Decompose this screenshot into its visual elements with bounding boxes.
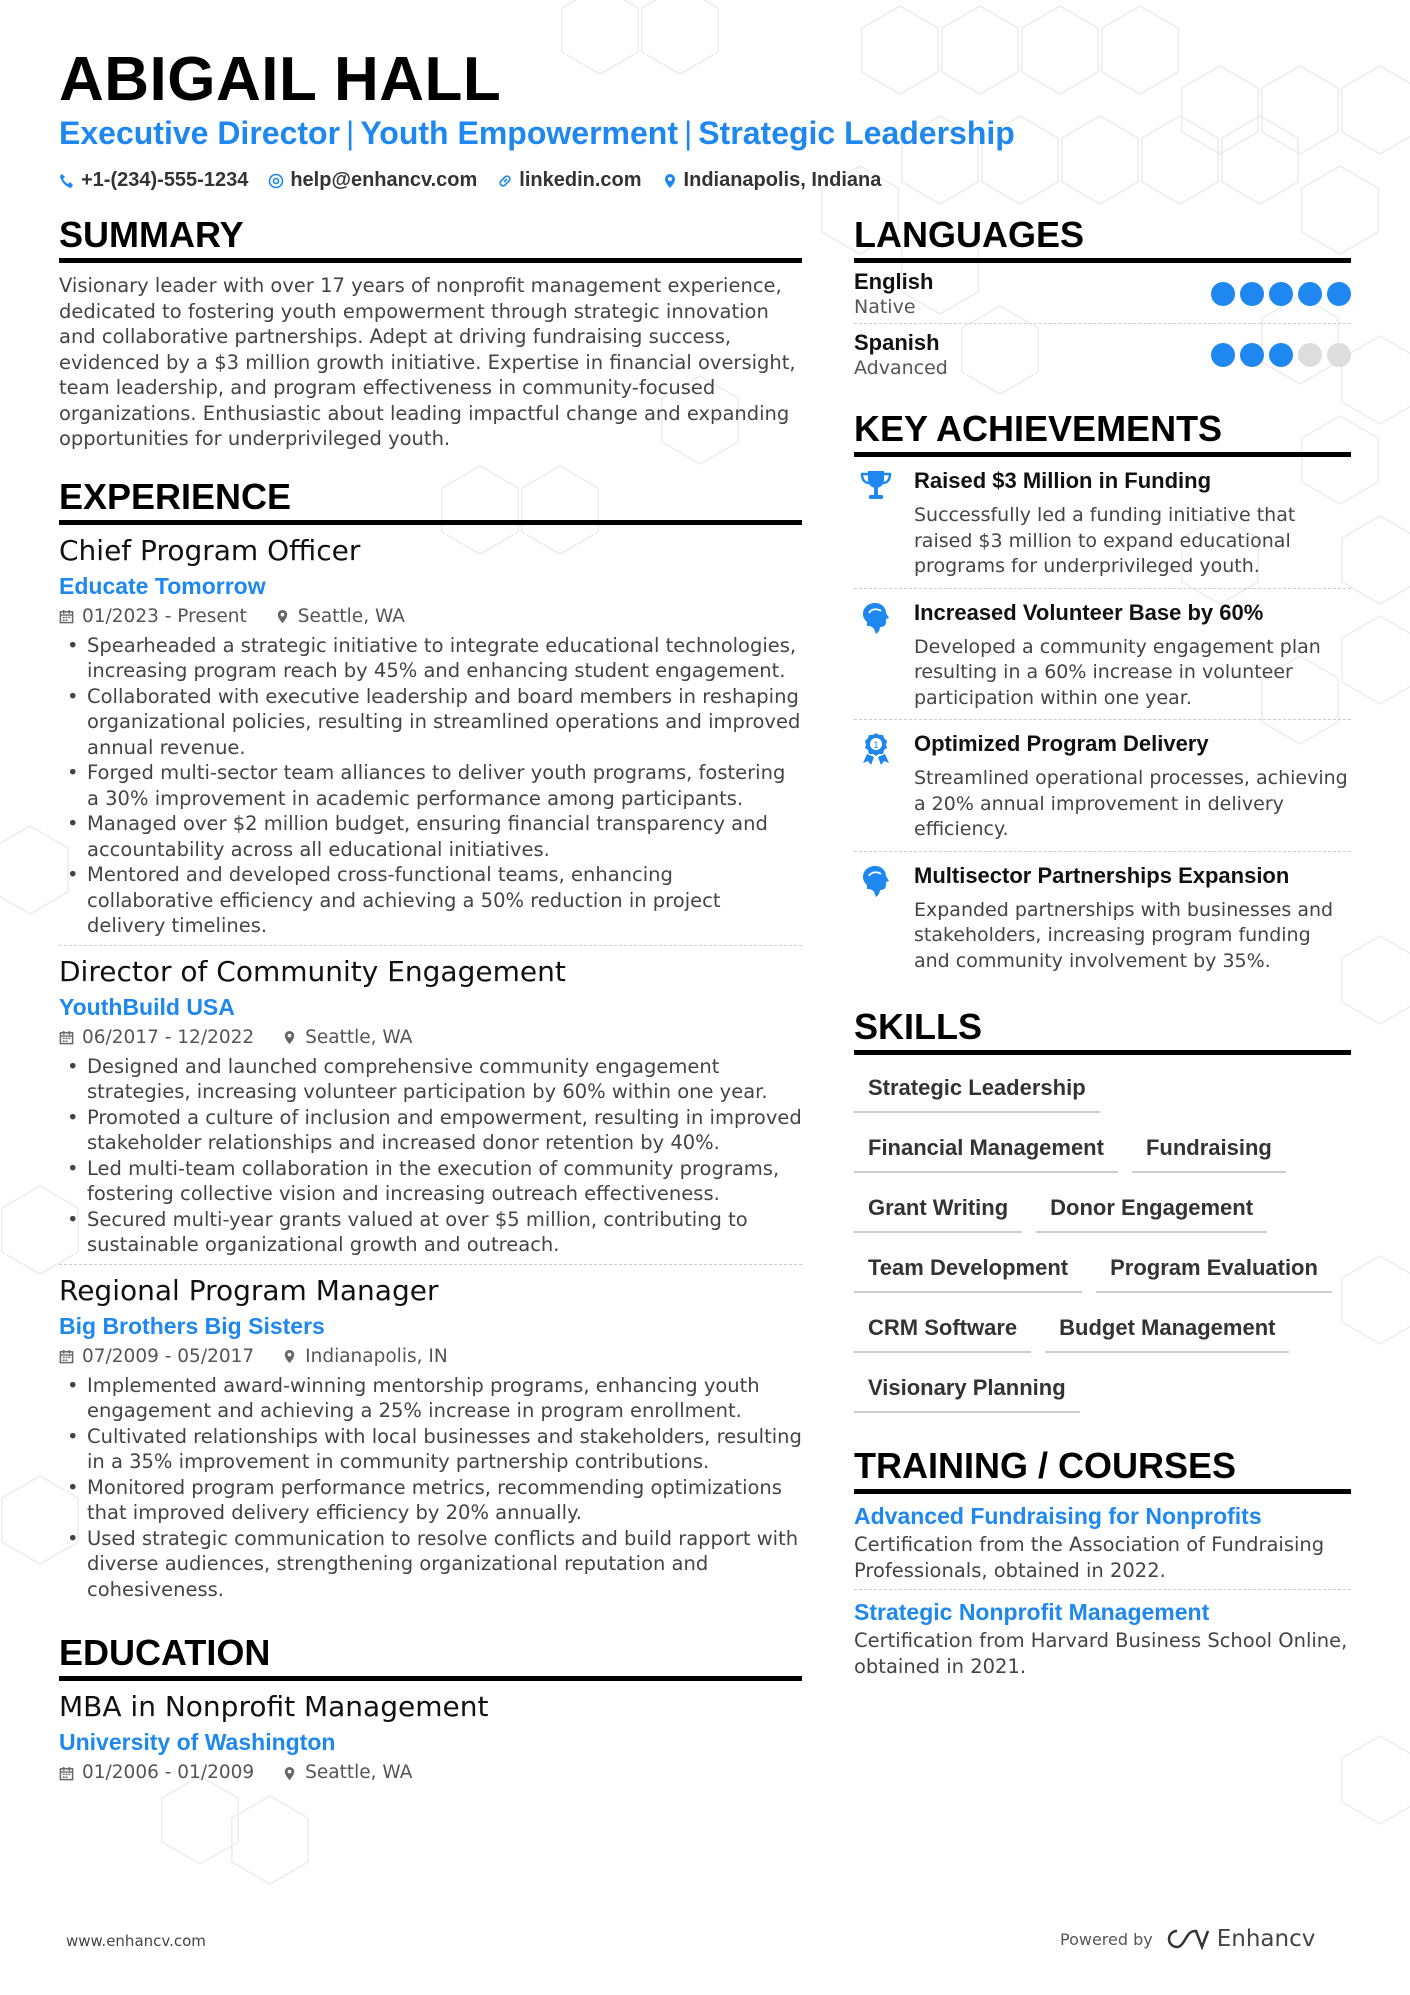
contact-link[interactable] (497, 169, 641, 192)
rating-dot-filled (1298, 282, 1322, 306)
section-heading: SKILLS (854, 1006, 1351, 1055)
hexagon-shape (1342, 616, 1410, 704)
achievement-content (914, 599, 1351, 712)
language-name: English (854, 269, 934, 294)
training-section (854, 1445, 1351, 1685)
achievement-content (914, 467, 1351, 580)
contact-location (662, 169, 882, 192)
bullet-item: • Promoted a culture of inclusion and empowerment, resulting in improved stakeholder relationships and increased donor retention by 40%. (59, 1105, 802, 1156)
company-name[interactable]: Big Brothers Big Sisters (59, 1312, 325, 1339)
skill-tag: Financial Management (854, 1121, 1118, 1173)
title-separator: | (346, 115, 355, 151)
bullet-item: • Used strategic communication to resolve conflicts and build rapport with diverse audiences, strengthening organizational reputation and cohesiveness. (59, 1526, 802, 1603)
contact-email[interactable] (268, 169, 477, 192)
education-entry (59, 1681, 802, 1793)
achievement-title: Increased Volunteer Base by 60% (914, 599, 1264, 625)
location-pin-icon (275, 609, 290, 624)
hexagon-shape (1182, 66, 1258, 154)
section-heading: LANGUAGES (854, 214, 1351, 263)
dates-text: 06/2017 - 12/2022 (82, 1026, 255, 1048)
location-text: Seattle, WA (297, 605, 405, 627)
skill-tag: Budget Management (1045, 1301, 1289, 1353)
entry-location (282, 1024, 412, 1052)
company-name[interactable]: YouthBuild USA (59, 993, 235, 1020)
course-title[interactable]: Advanced Fundraising for Nonprofits (854, 1503, 1262, 1529)
location-text: Indianapolis, IN (305, 1345, 448, 1367)
candidate-name: ABIGAIL HALL (59, 45, 502, 114)
title-part: Strategic Leadership (698, 115, 1015, 151)
language-rating (1211, 282, 1351, 306)
language-level: Advanced (854, 357, 948, 379)
link-icon (497, 173, 513, 189)
entry-meta (59, 1759, 802, 1787)
right-column (854, 214, 1351, 1709)
achievements-list (854, 457, 1351, 982)
experience-entry (59, 1265, 802, 1609)
dates-text: 01/2006 - 01/2009 (82, 1762, 255, 1783)
bullet-item: • Forged multi-sector team alliances to deliver youth programs, fostering a 30% improvement in academic performance among participants. (59, 760, 802, 811)
head-icon (854, 599, 914, 712)
experience-section (59, 476, 802, 1609)
skills-section (854, 1006, 1351, 1421)
bullet-item: • Implemented award-winning mentorship programs, enhancing youth engagement and achieving a 25% increase in program enrollment. (59, 1373, 802, 1424)
phone-text: +1-(234)-555-1234 (81, 169, 249, 191)
course-description: Certification from Harvard Business School Online, obtained in 2021. (854, 1629, 1348, 1678)
hexagon-shape (1342, 516, 1410, 604)
skill-tag: Visionary Planning (854, 1361, 1080, 1413)
rating-dot-empty (1327, 343, 1351, 367)
course-item (854, 1494, 1351, 1590)
skills-list (854, 1061, 1351, 1421)
bullet-item: • Led multi-team collaboration in the execution of community programs, fostering collective vision and increasing outreach effectiveness. (59, 1156, 802, 1207)
dates-text: 01/2023 - Present (82, 605, 247, 627)
enhancv-logo[interactable] (1165, 1926, 1316, 1952)
achievement-item (854, 852, 1351, 983)
head-icon (854, 862, 914, 975)
rating-dot-filled (1327, 282, 1351, 306)
section-heading: SUMMARY (59, 214, 802, 263)
at-icon (268, 173, 284, 189)
section-heading: TRAINING / COURSES (854, 1445, 1351, 1494)
trophy-icon (854, 467, 914, 580)
experience-entry (59, 525, 802, 946)
language-text (854, 330, 948, 380)
languages-section (854, 214, 1351, 384)
hexagon-shape (1142, 116, 1218, 204)
location-pin-icon (282, 1766, 297, 1781)
powered-by-label: Powered by (1060, 1929, 1153, 1949)
course-description: Certification from the Association of Fundraising Professionals, obtained in 2022. (854, 1533, 1325, 1582)
brand-name: Enhancv (1216, 1926, 1316, 1952)
course-item (854, 1590, 1351, 1685)
email-text: help@enhancv.com (290, 169, 478, 191)
hexagon-shape (1342, 336, 1410, 424)
achievement-item (854, 457, 1351, 589)
bullet-item: • Mentored and developed cross-functional teams, enhancing collaborative efficiency and achieving a 50% reduction in project delivery timelines. (59, 862, 802, 939)
hexagon-shape (1342, 1256, 1410, 1344)
location-text: Seattle, WA (305, 1762, 413, 1783)
skill-tag: Program Evaluation (1096, 1241, 1332, 1293)
skill-tag: Team Development (854, 1241, 1082, 1293)
location-pin-icon (282, 1030, 297, 1045)
entry-location (275, 603, 405, 631)
language-rating (1211, 343, 1351, 367)
left-column (59, 214, 802, 1817)
bullet-list (59, 1054, 802, 1258)
experience-list (59, 525, 802, 1609)
entry-meta (59, 1024, 802, 1052)
contact-info (59, 169, 881, 192)
phone-icon (59, 173, 75, 189)
location-pin-icon (662, 173, 678, 189)
school-name[interactable]: University of Washington (59, 1729, 336, 1755)
skill-tag: Grant Writing (854, 1181, 1022, 1233)
language-text (854, 269, 933, 319)
language-item (854, 263, 1351, 324)
bullet-item: • Collaborated with executive leadership and board members in reshaping organizational policies, resulting in streamlined operations and improved annual revenue. (59, 684, 802, 761)
achievement-description: Streamlined operational processes, achieving a 20% annual improvement in delivery efficiency. (914, 767, 1348, 840)
svg-text:1: 1 (873, 741, 879, 751)
hexagon-shape (942, 6, 1018, 94)
entry-location (282, 1343, 448, 1371)
hexagon-shape (1062, 116, 1138, 204)
section-heading: KEY ACHIEVEMENTS (854, 408, 1351, 457)
language-name: Spanish (854, 330, 940, 355)
summary-text: Visionary leader with over 17 years of nonprofit management experience, dedicated to fostering youth empowerment through strategic innovation and collaborative partnerships. Adept at driving fundraising success, evidenced by a $3 million growth initiative. Expertise in financial oversight, team leadership, and program effectiveness in community-focused organizations. Enthusiastic about leading impactful change and expanding opportunities for underprivileged youth. (59, 274, 796, 450)
calendar-icon (59, 1766, 74, 1781)
title-part: Youth Empowerment (360, 115, 678, 151)
experience-entry (59, 946, 802, 1265)
contact-phone[interactable] (59, 169, 248, 192)
achievement-content (914, 862, 1351, 975)
bullet-list (59, 1373, 802, 1603)
hexagon-shape (1342, 1736, 1410, 1824)
achievement-title: Multisector Partnerships Expansion (914, 862, 1290, 888)
languages-list (854, 263, 1351, 384)
language-item (854, 324, 1351, 384)
skill-tag: Strategic Leadership (854, 1061, 1100, 1113)
dates-text: 07/2009 - 05/2017 (82, 1345, 255, 1367)
hexagon-shape (1102, 6, 1178, 94)
calendar-icon (59, 1349, 74, 1364)
rating-dot-filled (1240, 282, 1264, 306)
location-text: Indianapolis, Indiana (683, 169, 882, 191)
job-title: Chief Program Officer (59, 533, 361, 567)
achievement-description: Expanded partnerships with businesses and stakeholders, increasing program funding and community involvement by 35%. (914, 898, 1334, 972)
course-title[interactable]: Strategic Nonprofit Management (854, 1599, 1210, 1625)
bullet-list (59, 633, 802, 939)
location-text: Seattle, WA (305, 1026, 413, 1048)
hexagon-shape (1342, 936, 1410, 1024)
skill-tag: Fundraising (1132, 1121, 1286, 1173)
hexagon-shape (642, 0, 718, 74)
hexagon-shape (562, 0, 638, 74)
section-heading: EDUCATION (59, 1632, 802, 1681)
footer-url[interactable]: www.enhancv.com (66, 1932, 206, 1950)
education-section (59, 1632, 802, 1793)
achievement-item (854, 589, 1351, 721)
hexagon-shape (1342, 66, 1410, 154)
achievement-title: Raised $3 Million in Funding (914, 468, 1212, 493)
bullet-item: • Monitored program performance metrics, recommending optimizations that improved delivery efficiency by 20% annually. (59, 1475, 802, 1526)
entry-dates (59, 1024, 254, 1052)
courses-list (854, 1494, 1351, 1685)
entry-dates (59, 1759, 254, 1787)
bullet-item: • Managed over $2 million budget, ensuring financial transparency and accountability across all educational initiatives. (59, 811, 802, 862)
skill-tag: Donor Engagement (1036, 1181, 1267, 1233)
link-text: linkedin.com (519, 169, 642, 191)
entry-dates (59, 603, 247, 631)
bullet-item: • Spearheaded a strategic initiative to integrate educational technologies, increasing program reach by 45% and enhancing student engagement. (59, 633, 802, 684)
achievement-content (914, 730, 1351, 843)
achievement-description: Developed a community engagement plan resulting in a 60% increase in volunteer participation within one year. (914, 635, 1321, 709)
footer-brand (1060, 1926, 1315, 1952)
achievements-section (854, 408, 1351, 982)
entry-meta (59, 603, 802, 631)
rating-dot-filled (1269, 343, 1293, 367)
rating-dot-filled (1240, 343, 1264, 367)
achievement-description: Successfully led a funding initiative that raised $3 million to expand educational programs for underprivileged youth. (914, 504, 1296, 577)
hexagon-shape (1022, 6, 1098, 94)
rating-dot-empty (1298, 343, 1322, 367)
hexagon-shape (862, 6, 938, 94)
hexagon-shape (0, 826, 68, 914)
skill-tag: CRM Software (854, 1301, 1031, 1353)
calendar-icon (59, 1030, 74, 1045)
title-part: Executive Director (59, 115, 341, 151)
summary-section (59, 214, 802, 452)
calendar-icon (59, 609, 74, 624)
job-title: Regional Program Manager (59, 1273, 439, 1307)
bullet-item: • Designed and launched comprehensive community engagement strategies, increasing volunteer participation by 60% within one year. (59, 1054, 802, 1105)
title-separator: | (683, 115, 693, 151)
award-ribbon-icon (854, 730, 914, 843)
rating-dot-filled (1269, 282, 1293, 306)
rating-dot-filled (1211, 282, 1235, 306)
bullet-item: • Secured multi-year grants valued at over $5 million, contributing to sustainable organizational growth and outreach. (59, 1207, 802, 1258)
company-name[interactable]: Educate Tomorrow (59, 572, 266, 599)
hexagon-shape (1262, 66, 1338, 154)
candidate-title (59, 115, 1015, 152)
section-heading: EXPERIENCE (59, 476, 802, 525)
entry-dates (59, 1343, 254, 1371)
job-title: Director of Community Engagement (59, 954, 566, 988)
education-list (59, 1681, 802, 1793)
entry-location (282, 1759, 412, 1787)
hexagon-shape (1222, 116, 1298, 204)
location-pin-icon (282, 1349, 297, 1364)
achievement-item (854, 720, 1351, 852)
degree: MBA in Nonprofit Management (59, 1690, 489, 1723)
entry-meta (59, 1343, 802, 1371)
language-level: Native (854, 296, 916, 318)
achievement-title: Optimized Program Delivery (914, 731, 1209, 756)
rating-dot-filled (1211, 343, 1235, 367)
enhancv-logo-icon (1165, 1928, 1211, 1950)
bullet-item: • Cultivated relationships with local businesses and stakeholders, resulting in a 35% improvement in community partnership contributions. (59, 1424, 802, 1475)
